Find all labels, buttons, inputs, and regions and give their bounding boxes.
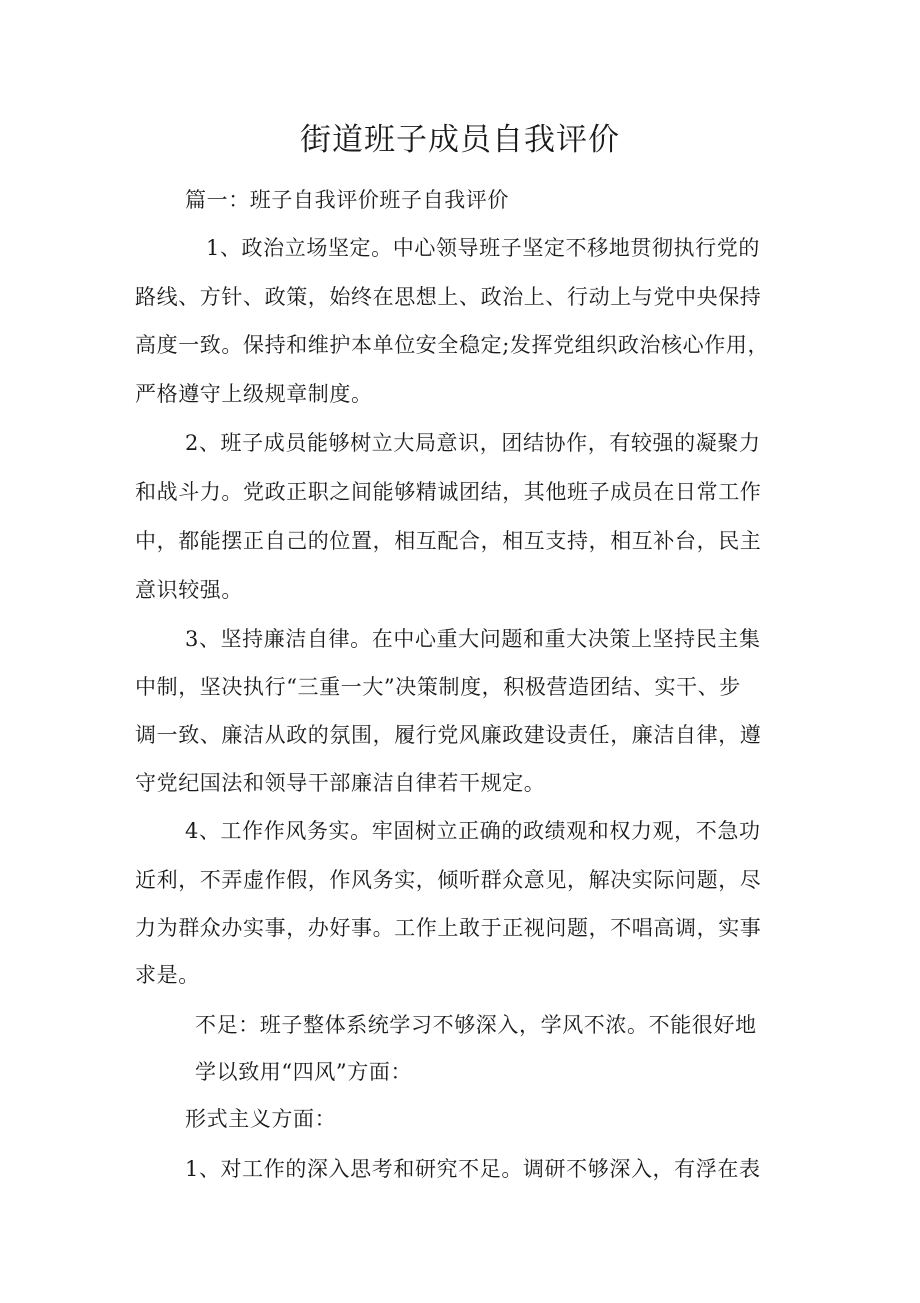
paragraph-1-line-3: 高度一致。保持和维护本单位安全稳定;发挥党组织政治核心作用， bbox=[135, 333, 770, 357]
formalism-heading: 形式主义方面： bbox=[185, 1107, 337, 1131]
shortcoming-line-1: 不足：班子整体系统学习不够深入，学风不浓。不能很好地 bbox=[195, 1013, 757, 1037]
document-title: 街道班子成员自我评价 bbox=[300, 122, 620, 158]
paragraph-2-line-3: 中，都能摆正自己的位置，相互配合，相互支持，相互补台，民主 bbox=[135, 529, 762, 553]
paragraph-3-line-2: 中制，坚决执行“三重一大”决策制度，积极营造团结、实干、步 bbox=[135, 675, 741, 699]
paragraph-1-line-4: 严格遵守上级规章制度。 bbox=[135, 382, 373, 406]
paragraph-1-line-1: 1、政治立场坚定。中心领导班子坚定不移地贯彻执行党的 bbox=[206, 236, 760, 260]
subtitle: 篇一：班子自我评价班子自我评价 bbox=[185, 188, 509, 212]
paragraph-4-line-2: 近利，不弄虚作假，作风务实，倾听群众意见，解决实际问题，尽 bbox=[135, 868, 762, 892]
paragraph-2-line-1: 2、班子成员能够树立大局意识，团结协作，有较强的凝聚力 bbox=[185, 431, 761, 455]
paragraph-2-line-4: 意识较强。 bbox=[135, 578, 243, 602]
shortcoming-line-2: 学以致用“四风”方面： bbox=[195, 1060, 413, 1084]
formalism-item-1: 1、对工作的深入思考和研究不足。调研不够深入，有浮在表 bbox=[185, 1157, 761, 1181]
paragraph-1-line-2: 路线、方针、政策，始终在思想上、政治上、行动上与党中央保持 bbox=[135, 285, 762, 309]
paragraph-3-line-3: 调一致、廉洁从政的氛围，履行党风廉政建设责任，廉洁自律，遵 bbox=[135, 723, 762, 747]
paragraph-2-line-2: 和战斗力。党政正职之间能够精诚团结，其他班子成员在日常工作 bbox=[135, 480, 762, 504]
paragraph-3-line-4: 守党纪国法和领导干部廉洁自律若干规定。 bbox=[135, 771, 546, 795]
paragraph-4-line-3: 力为群众办实事，办好事。工作上敢于正视问题，不唱高调，实事 bbox=[135, 916, 762, 940]
paragraph-4-line-1: 4、工作作风务实。牢固树立正确的政绩观和权力观，不急功 bbox=[185, 819, 761, 843]
paragraph-3-line-1: 3、坚持廉洁自律。在中心重大问题和重大决策上坚持民主集 bbox=[185, 627, 761, 651]
paragraph-4-line-4: 求是。 bbox=[135, 963, 200, 987]
